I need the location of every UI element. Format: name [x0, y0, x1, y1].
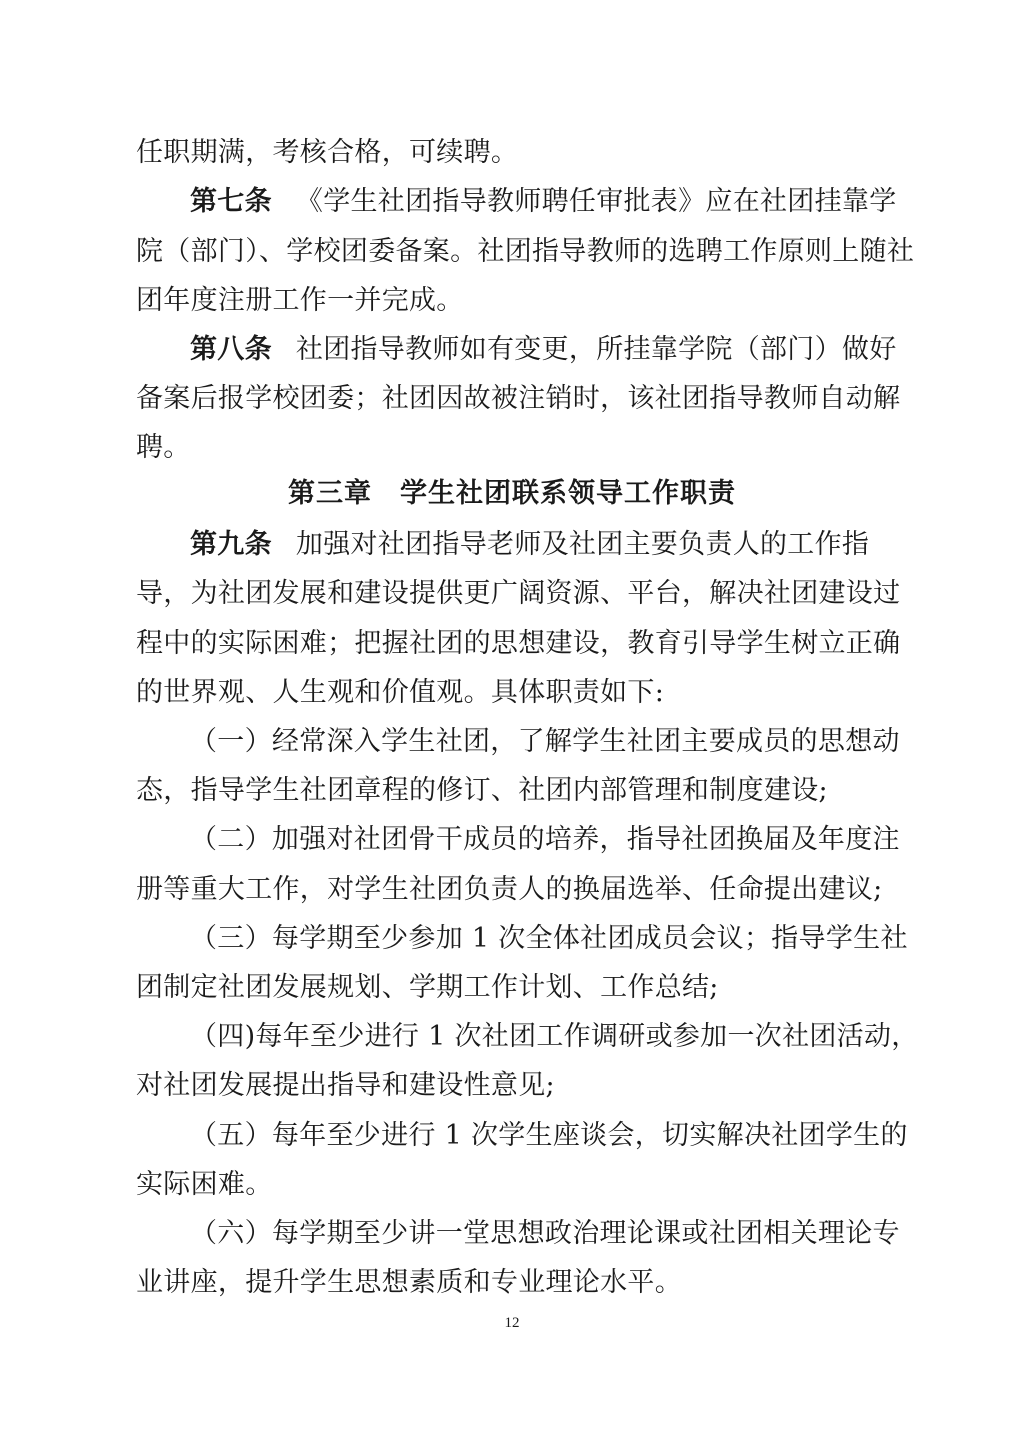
item-1-line-2: 态，指导学生社团章程的修订、社团内部管理和制度建设; [136, 775, 828, 806]
article-8-line-2: 备案后报学校团委；社团因故被注销时，该社团指导教师自动解 [136, 383, 901, 414]
item-4-line-2: 对社团发展提出指导和建设性意见; [136, 1070, 555, 1101]
item-2-line-2: 册等重大工作，对学生社团负责人的换届选举、任命提出建议; [136, 874, 883, 905]
article-9-line-2: 导，为社团发展和建设提供更广阔资源、平台，解决社团建设过 [136, 578, 901, 609]
item-1-line-1: （一）经常深入学生社团，了解学生社团主要成员的思想动 [190, 726, 900, 757]
page-number: 12 [504, 1315, 520, 1331]
article-9-text: 加强对社团指导老师及社团主要负责人的工作指 [295, 529, 870, 560]
article-9-title: 第九条 [190, 529, 272, 560]
article-7-title: 第七条 [190, 186, 272, 217]
item-2-line-1: （二）加强对社团骨干成员的培养，指导社团换届及年度注 [190, 824, 900, 855]
item-4-line-1: （四)每年至少进行 1 次社团工作调研或参加一次社团活动， [190, 1021, 919, 1052]
item-5-line-2: 实际困难。 [136, 1169, 273, 1200]
item-6-line-1: （六）每学期至少讲一堂思想政治理论课或社团相关理论专 [190, 1218, 900, 1249]
article-9-line-3: 程中的实际困难；把握社团的思想建设，教育引导学生树立正确 [136, 628, 901, 659]
article-9-line-1 [190, 529, 892, 561]
article-7-line-2: 院（部门）、学校团委备案。社团指导教师的选聘工作原则上随社 [136, 236, 915, 267]
article-9-line-4: 的世界观、人生观和价值观。具体职责如下: [136, 677, 665, 708]
item-5-line-1: （五）每年至少进行 1 次学生座谈会，切实解决社团学生的 [190, 1120, 908, 1151]
item-3-line-1: （三）每学期至少参加 1 次全体社团成员会议；指导学生社 [190, 923, 908, 954]
item-3-line-2: 团制定社团发展规划、学期工作计划、工作总结; [136, 972, 719, 1003]
article-8-title: 第八条 [190, 334, 272, 365]
chapter-heading: 第三章 学生社团联系领导工作职责 [288, 478, 736, 509]
article-7-text: 《学生社团指导教师聘任审批表》应在社团挂靠学 [295, 186, 897, 217]
article-8-line-3: 聘。 [136, 432, 191, 463]
article-7-line-1 [190, 186, 897, 218]
article-8-text: 社团指导教师如有变更，所挂靠学院（部门）做好 [295, 334, 897, 365]
article-7-line-3: 团年度注册工作一并完成。 [136, 285, 464, 316]
paragraph-line: 任职期满，考核合格，可续聘。 [136, 137, 519, 168]
article-8-line-1 [190, 334, 897, 366]
item-6-line-2: 业讲座，提升学生思想素质和专业理论水平。 [136, 1267, 682, 1298]
